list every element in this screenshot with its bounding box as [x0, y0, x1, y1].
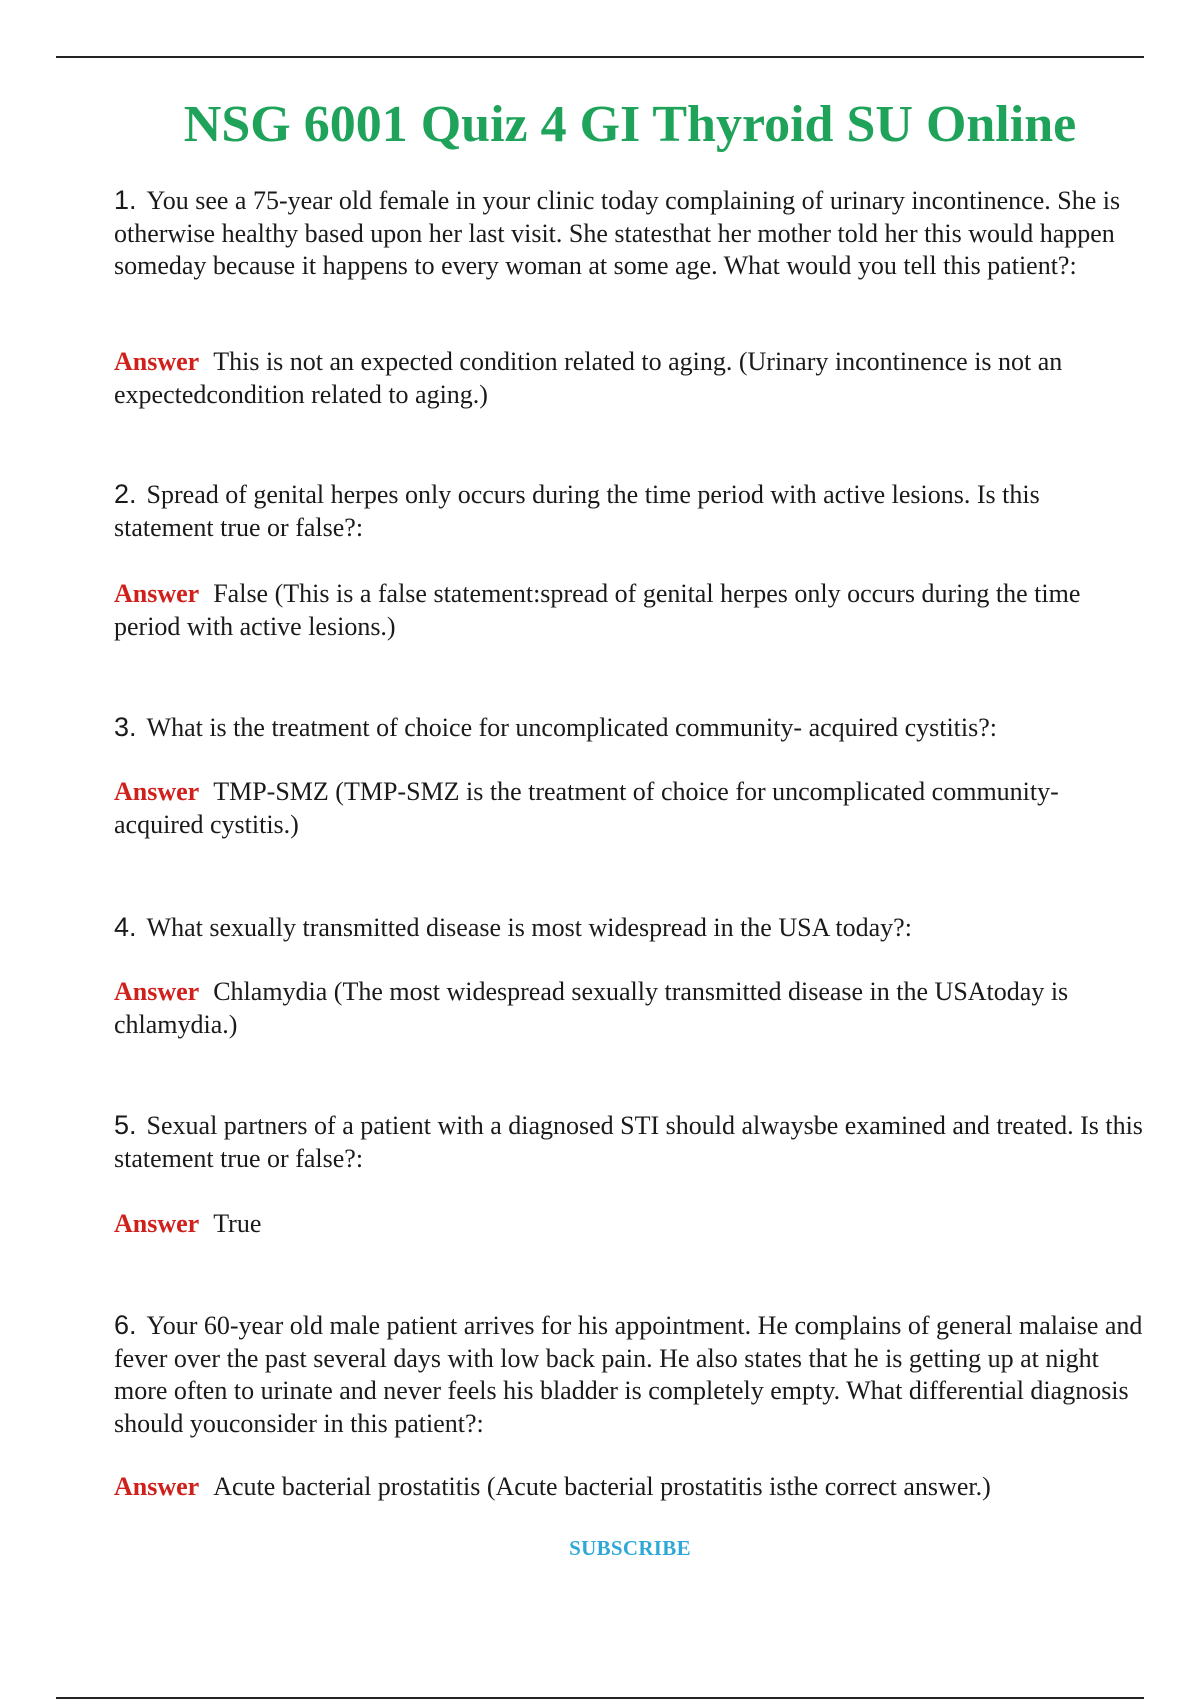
top-rule [56, 56, 1144, 58]
question-5 [114, 1109, 1144, 1175]
answer-block-2 [114, 578, 1144, 643]
answer-text-1: This is not an expected condition related to aging. (Urinary incontinence is not an expectedcondition related to aging.) [114, 347, 1063, 409]
answer-6 [114, 1471, 1144, 1504]
question-2 [114, 478, 1144, 544]
answer-text-2: False (This is a false statement:spread of genital herpes only occurs during the time period with active lesions.) [114, 579, 1081, 641]
qa-item-6 [114, 1309, 1144, 1440]
question-text-1: You see a 75-year old female in your clinic today complaining of urinary incontinence. She is otherwise healthy based upon her last visit. She statesthat her mother told her this would happen someday because it happens to every woman at some age. What would you tell this patient?: [114, 186, 1121, 280]
answer-block-5 [114, 1208, 1144, 1241]
answer-label-5: Answer [114, 1209, 200, 1238]
page-title: NSG 6001 Quiz 4 GI Thyroid SU Online [183, 95, 1077, 153]
answer-block-1 [114, 346, 1144, 411]
qa-item-1 [114, 184, 1144, 283]
question-text-6: Your 60-year old male patient arrives for his appointment. He complains of general malaise and fever over the past several days with low back pain. He also states that he is getting up at night more often to urinate and never feels his bladder is completely empty. What differential diagnosis should youconsider in this patient?: [114, 1311, 1143, 1438]
qa-item-5 [114, 1109, 1144, 1175]
answer-block-6 [114, 1471, 1144, 1504]
answer-label-1: Answer [114, 347, 200, 376]
qa-item-3 [114, 711, 1144, 745]
answer-text-4: Chlamydia (The most widespread sexually transmitted disease in the USAtoday is chlamydia.) [114, 977, 1069, 1039]
answer-label-2: Answer [114, 579, 200, 608]
subscribe-link[interactable]: SUBSCRIBE [569, 1536, 691, 1560]
answer-3 [114, 776, 1144, 841]
qa-item-4 [114, 911, 1144, 945]
answer-1 [114, 346, 1144, 411]
question-number-1: 1. [114, 185, 137, 215]
question-text-2: Spread of genital herpes only occurs during the time period with active lesions. Is this statement true or false?: [114, 480, 1040, 542]
answer-label-3: Answer [114, 777, 200, 806]
question-1 [114, 184, 1144, 283]
answer-text-5: True [213, 1209, 262, 1238]
answer-block-4 [114, 976, 1144, 1041]
qa-item-2 [114, 478, 1144, 544]
answer-2 [114, 578, 1144, 643]
question-number-4: 4. [114, 912, 137, 942]
question-text-5: Sexual partners of a patient with a diagnosed STI should alwaysbe examined and treated. Is this statement true or false?: [114, 1111, 1143, 1173]
question-number-3: 3. [114, 712, 137, 742]
question-number-2: 2. [114, 479, 137, 509]
question-text-4: What sexually transmitted disease is most widespread in the USA today?: [146, 913, 912, 942]
answer-label-6: Answer [114, 1472, 200, 1501]
question-number-5: 5. [114, 1110, 137, 1140]
answer-block-3 [114, 776, 1144, 841]
answer-text-6: Acute bacterial prostatitis (Acute bacterial prostatitis isthe correct answer.) [213, 1472, 991, 1501]
question-3 [114, 711, 1144, 745]
question-6 [114, 1309, 1144, 1440]
answer-5 [114, 1208, 1144, 1241]
answer-4 [114, 976, 1144, 1041]
answer-text-3: TMP-SMZ (TMP-SMZ is the treatment of choice for uncomplicated community-acquired cystitis.) [114, 777, 1059, 839]
answer-label-4: Answer [114, 977, 200, 1006]
bottom-rule [56, 1697, 1144, 1699]
question-4 [114, 911, 1144, 945]
question-number-6: 6. [114, 1310, 137, 1340]
question-text-3: What is the treatment of choice for uncomplicated community- acquired cystitis?: [146, 713, 998, 742]
